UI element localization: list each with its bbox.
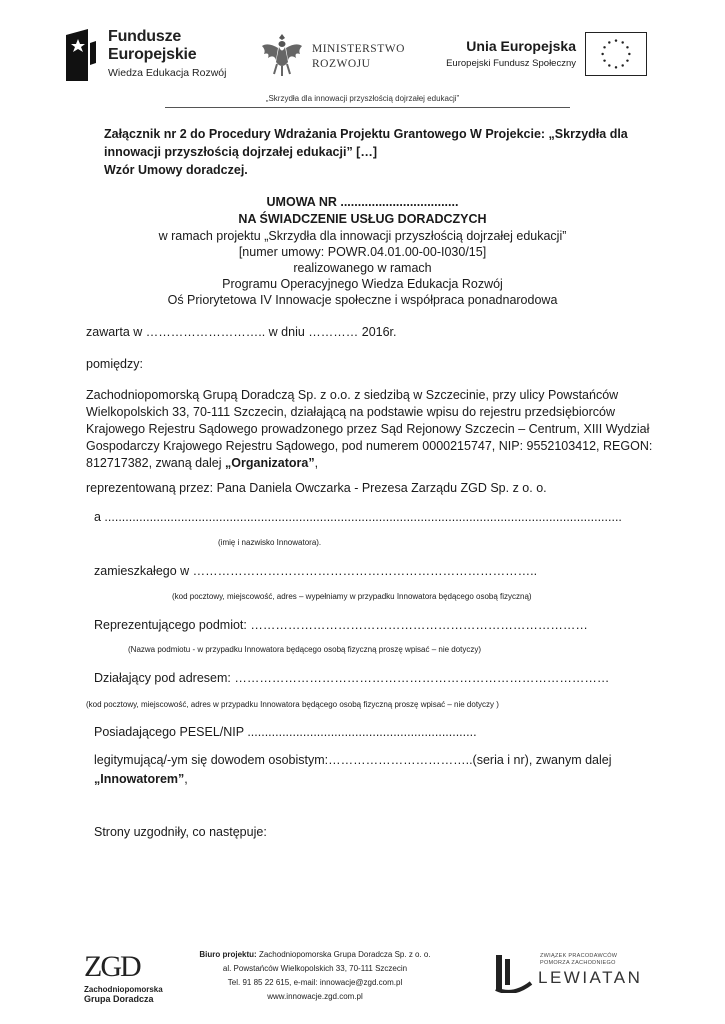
footer-address: al. Powstańców Wielkopolskich 33, 70-111 Szczecin (222, 964, 408, 973)
title-line-3: realizowanego w ramach (293, 261, 432, 275)
contract-subject: NA ŚWIADCZENIE USŁUG DORADCZYCH (238, 212, 487, 226)
zawarta-line: zawarta w ……………………….. w dniu ………… 2016r. (86, 325, 397, 339)
zgd-name-2: Grupa Doradcza (84, 994, 154, 1004)
pesel-nip-line: Posiadającego PESEL/NIP .................................................................. (94, 725, 477, 739)
lewiatan-logo-icon (493, 953, 533, 993)
ministry-name-1: MINISTERSTWO (312, 43, 405, 55)
footer-office (170, 950, 460, 959)
eu-flag-icon (585, 32, 647, 76)
lewiatan-line-1: ZWIĄZEK PRACODAWCÓW (540, 953, 618, 959)
id-document-line: legitymującą/-ym się dowodem osobistym:……………………………..(seria i nr), zwanym dalej (94, 753, 612, 767)
organizer-line-2: Wielkopolskich 33, 70-111 Szczecin, działającą na podstawie wpisu do rejestru przedsiębiorców (86, 405, 615, 419)
project-slogan: „Skrzydła dla innowacji przyszłością dojrzałej edukacji” (265, 94, 460, 103)
innovator-term-line (94, 772, 188, 786)
organizer-line-5-end: , (314, 456, 319, 470)
fe-title-1: Fundusze (108, 28, 182, 45)
eu-subtitle: Europejski Fundusz Społeczny (446, 58, 576, 69)
address-line: Działający pod adresem: ……………………………………………………………………………… (94, 671, 610, 685)
innovator-term: „Innowatorem” (94, 772, 185, 786)
lewiatan-name: LEWIATAN (538, 968, 643, 987)
represented-entity-hint: (Nazwa podmiotu - w przypadku Innowatora będącego osobą fizyczną proszę wpisać – nie dotyczy) (128, 645, 482, 654)
ministry-name-2: ROZWOJU (312, 58, 371, 70)
lewiatan-line-2: POMORZA ZACHODNIEGO (540, 960, 616, 966)
organizer-line-3: Krajowego Rejestru Sądowego prowadzonego przez Sąd Rejonowy Szczecin – Centrum, XIII Wydział (86, 422, 650, 436)
fe-title-2: Europejskie (108, 46, 197, 63)
title-line-2: [numer umowy: POWR.04.01.00-00-I030/15] (238, 245, 487, 259)
intro-line-1: Załącznik nr 2 do Procedury Wdrażania Projektu Grantowego W Projekcie: „Skrzydła dla (104, 127, 628, 141)
represented-entity-line: Reprezentującego podmiot: ……………………………………………………………………… (94, 618, 588, 632)
zgd-name-1: Zachodniopomorska (84, 985, 163, 994)
title-line-1: w ramach projektu „Skrzydła dla innowacji przyszłością dojrzałej edukacji” (158, 229, 567, 243)
innovator-name-hint: (imię i nazwisko Innowatora). (218, 538, 322, 547)
organizer-line-1: Zachodniopomorską Grupą Doradczą Sp. z o.o. z siedzibą w Szczecinie, przy ulicy Powstańców (86, 388, 619, 402)
intro-line-2: innowacji przyszłością dojrzałej edukacji” […] (104, 145, 377, 159)
eu-title: Unia Europejska (466, 38, 576, 54)
intro-line-3: Wzór Umowy doradczej. (104, 163, 248, 177)
organizer-term: „Organizatora” (225, 456, 315, 470)
innovator-term-end: , (184, 772, 188, 786)
pomiedzy-label: pomiędzy: (86, 357, 143, 371)
organizer-line-5-text: 812717382, zwaną dalej (86, 456, 226, 470)
fe-subtitle: Wiedza Edukacja Rozwój (108, 67, 227, 79)
footer-website: www.innowacje.zgd.com.pl (267, 992, 363, 1001)
zgd-logo: ZGD (84, 950, 140, 983)
residence-line: zamieszkałego w ……………………………………………………………………….. (94, 564, 538, 578)
parties-agreed-line: Strony uzgodniły, co następuje: (94, 825, 267, 839)
organizer-line-4: Gospodarczy Krajowego Rejestru Sądowego, pod numerem 0000215747, NIP: 9552103412, REGON: (86, 439, 653, 453)
title-line-5: Oś Priorytetowa IV Innowacje społeczne i współpraca ponadnarodowa (167, 293, 558, 307)
eagle-emblem-icon (260, 32, 304, 78)
title-line-4: Programu Operacyjnego Wiedza Edukacja Rozwój (222, 277, 503, 291)
organizer-line-5 (86, 456, 318, 470)
residence-hint: (kod pocztowy, miejscowość, adres – wypełniamy w przypadku Innowatora będącego osobą fizyczną) (172, 592, 532, 601)
contract-number: UMOWA NR .................................. (266, 195, 459, 209)
footer-contact: Tel. 91 85 22 615, e-mail: innowacje@zgd.com.pl (227, 978, 403, 987)
representative-line: reprezentowaną przez: Pana Daniela Owczarka - Prezesa Zarządu ZGD Sp. z o. o. (86, 481, 547, 495)
fe-logo-icon (66, 29, 96, 81)
address-hint: (kod pocztowy, miejscowość, adres w przypadku Innowatora będącego osobą fizyczną proszę wpisać – nie dotyczy ) (86, 700, 499, 709)
innovator-name-line: a ..................................................................................................................................................... (94, 510, 622, 524)
ministry-logo (260, 32, 410, 82)
footer-office-label: Biuro projektu: (199, 950, 257, 959)
fundusze-europejskie-logo (66, 26, 236, 84)
header-divider (165, 107, 570, 108)
footer-office-name: Zachodniopomorska Grupa Doradcza Sp. z o. o. (256, 950, 431, 959)
